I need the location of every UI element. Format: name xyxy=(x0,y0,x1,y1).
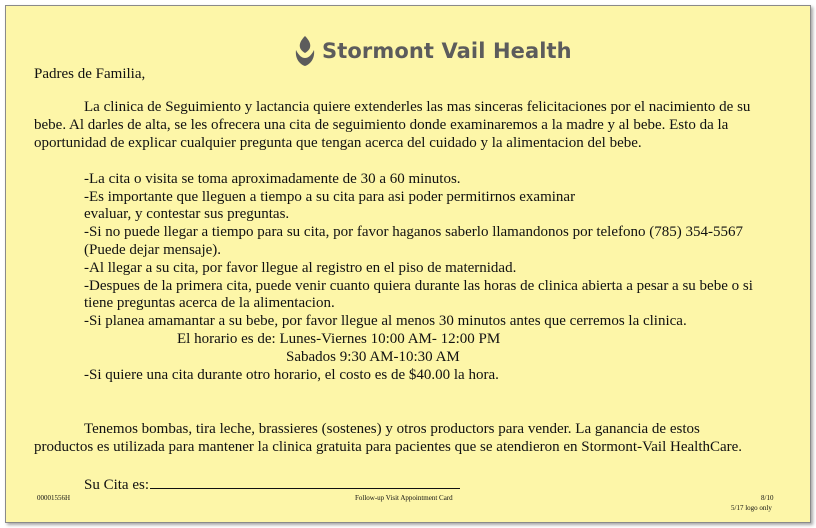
form-date: 8/10 xyxy=(761,494,774,502)
appointment-blank-line xyxy=(150,475,460,489)
intro-line: oportunidad de explicar cualquier pregunta que tengan acerca del cuidado y la alimentacion del bebe. xyxy=(34,135,642,151)
bullet-line: -La cita o visita se toma aproximadamente de 30 a 60 minutos. xyxy=(84,171,461,187)
form-title: Follow-up Visit Appointment Card xyxy=(355,494,453,502)
weekday-hours: El horario es de: Lunes-Viernes 10:00 AM- 12:00 PM xyxy=(177,331,501,347)
bullet-line: -Es importante que lleguen a tiempo a su cita para asi poder permitirnos examinar xyxy=(84,189,576,205)
saturday-hours: Sabados 9:30 AM-10:30 AM xyxy=(286,349,460,365)
logo-note: 5/17 logo only xyxy=(731,504,772,512)
stormont-vail-leaf-icon xyxy=(294,36,316,66)
bullet-line: evaluar, y contestar sus preguntas. xyxy=(84,206,290,222)
brand-logo xyxy=(294,36,572,66)
cost-note: -Si quiere una cita durante otro horario, el costo es de $40.00 la hora. xyxy=(84,367,499,383)
bullet-line: tiene preguntas acerca de la alimentacion. xyxy=(84,295,335,311)
form-number: 00001556H xyxy=(37,494,71,502)
bullet-line: (Puede dejar mensaje). xyxy=(84,242,222,258)
bullet-line: -Al llegar a su cita, por favor llegue al registro en el piso de maternidad. xyxy=(84,260,517,276)
appointment-field xyxy=(84,475,460,494)
appointment-card xyxy=(5,5,811,523)
products-line: Tenemos bombas, tira leche, brassieres (sostenes) y otros productors para vender. La ganancia de estos xyxy=(84,421,700,437)
products-line: productos es utilizada para mantener la clinica gratuita para pacientes que se atendieron en Stormont-Vail HealthCare. xyxy=(34,439,743,455)
intro-line: bebe. Al darles de alta, se les ofrecera una cita de seguimiento donde examinaremos a la madre y al bebe. Esto da la xyxy=(34,117,729,133)
bullet-line: -Si no puede llegar a tiempo para su cita, por favor haganos saberlo llamandonos por telefono (785) 354-5567 xyxy=(84,224,743,240)
bullet-line: -Si planea amamantar a su bebe, por favor llegue al menos 30 minutos antes que cerremos la clinica. xyxy=(84,313,687,329)
intro-line: La clinica de Seguimiento y lactancia quiere extenderles las mas sinceras felicitaciones por el nacimiento de su xyxy=(84,99,751,115)
greeting: Padres de Familia, xyxy=(34,66,146,82)
appointment-label: Su Cita es: xyxy=(84,477,150,493)
bullet-line: -Despues de la primera cita, puede venir cuanto quiera durante las horas de clinica abierta a pesar a su bebe o si xyxy=(84,278,753,294)
logo-text: Stormont Vail Health xyxy=(322,39,572,63)
